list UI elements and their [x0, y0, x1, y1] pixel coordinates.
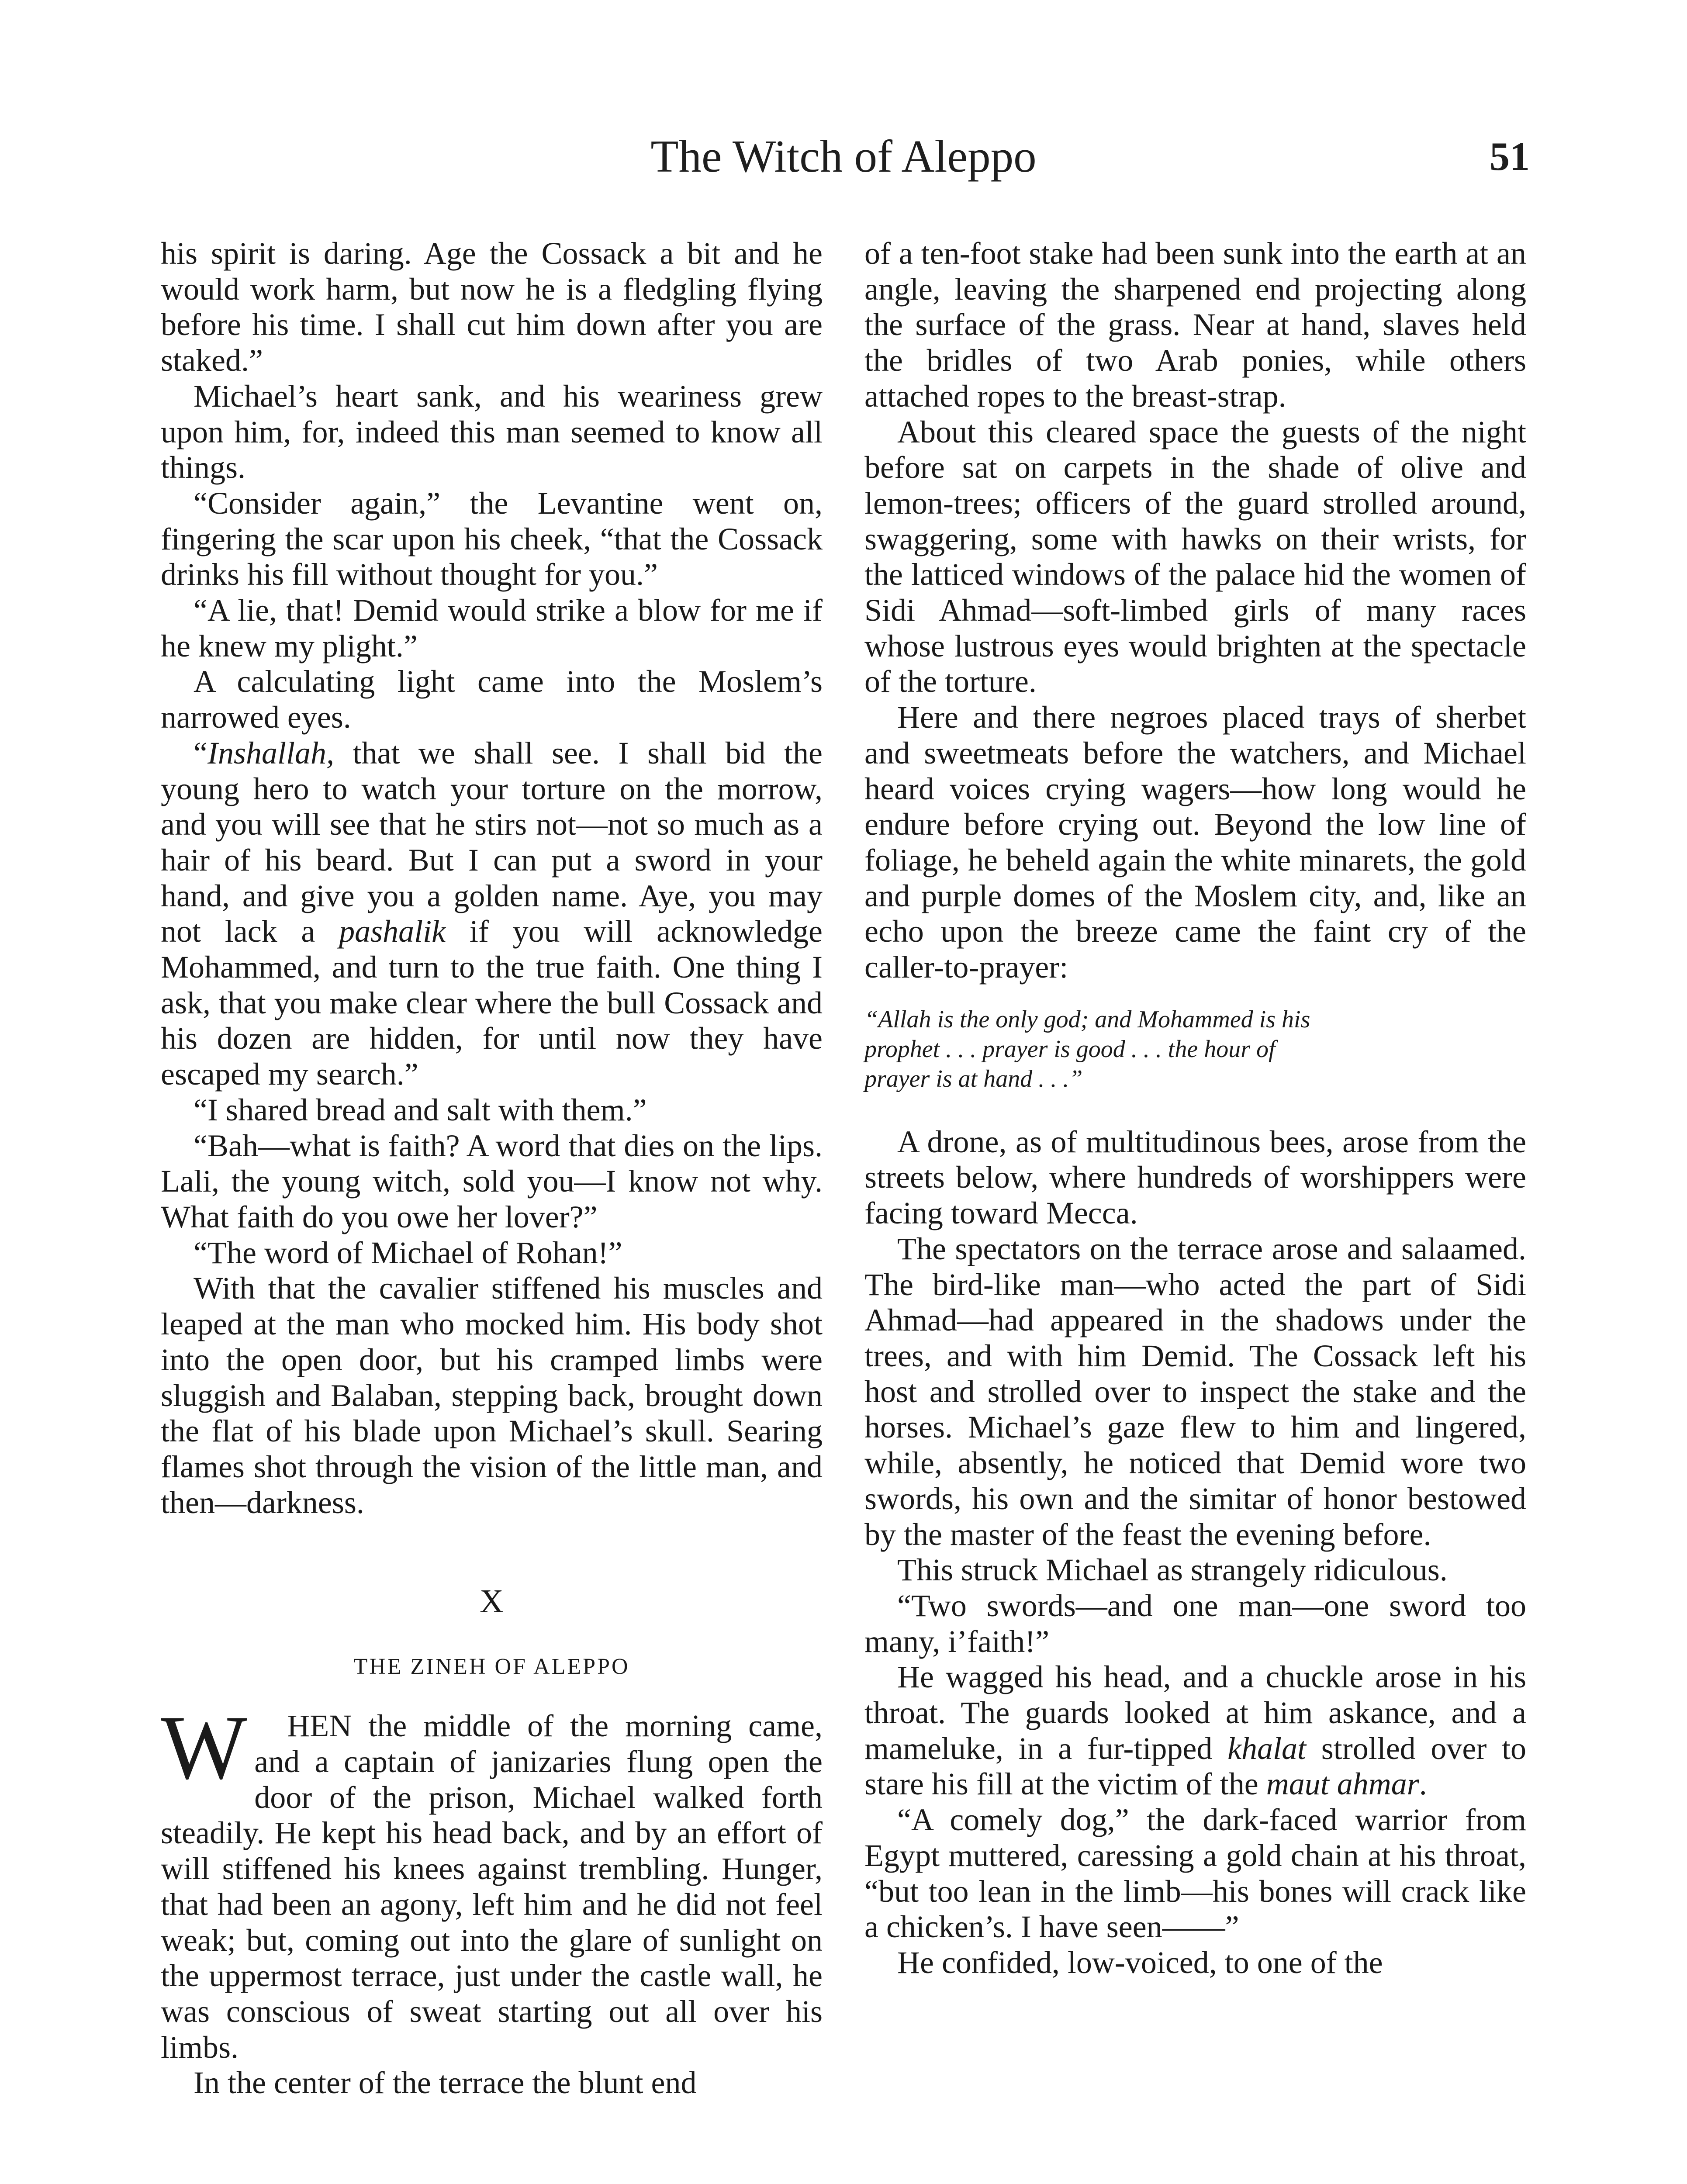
page-number: 51 — [1490, 134, 1530, 179]
right-column — [864, 236, 1526, 1981]
paragraph: his spirit is daring. Age the Cossack a bit and he would work harm, but now he is a fledgling flying before his time. I shall cut him down after you are staked.” — [161, 236, 823, 378]
paragraph: “Bah—what is faith? A word that dies on the lips. Lali, the young witch, sold you—I know not why. What faith do you owe her lover?” — [161, 1128, 823, 1234]
running-title: The Witch of Aleppo — [650, 131, 1037, 182]
paragraph-text: . — [1419, 1766, 1427, 1802]
verse-line: “Allah is the only god; and Mohammed is his — [864, 1006, 1310, 1033]
paragraph-text: He wagged his head, and a chuckle arose in his throat. The guards looked at him askance, and a mameluke, in a fur-tipped — [864, 1659, 1526, 1766]
paragraph-text: strolled over to stare his fill at the victim of the — [864, 1731, 1527, 1802]
italic-word: pashalik — [339, 914, 446, 949]
paragraph: Michael’s heart sank, and his weariness grew upon him, for, indeed this man seemed to know all things. — [161, 378, 823, 485]
paragraph: A drone, as of multitudinous bees, arose from the streets below, where hundreds of worshippers were facing toward Mecca. — [864, 1124, 1526, 1231]
italic-word: khalat — [1227, 1731, 1307, 1766]
paragraph: Here and there negroes placed trays of sherbet and sweetmeats before the watchers, and Michael heard voices crying wagers—how long would he endure before crying out. Beyond the low line of foliage, he beheld again the white minarets, the gold and purple domes of the Moslem city, and, like an echo upon the breeze came the faint cry of the caller-to-prayer: — [864, 700, 1526, 985]
chapter-title: THE ZINEH OF ALEPPO — [353, 1654, 630, 1679]
paragraph-text: if you will acknowledge Mohammed, and turn to the true faith. One thing I ask, that you make clear where the bull Cossack and his dozen are hidden, for until now they have escaped my search.” — [161, 914, 823, 1092]
italic-word: Inshallah, — [207, 735, 334, 771]
paragraph-text: that we shall see. I shall bid the young hero to watch your torture on the morrow, and you will see that he stirs not—not so much as a hair of his beard. But I can put a sword in your hand, and give you a golden name. Aye, you may not lack a — [161, 735, 823, 949]
drop-cap: W — [161, 1697, 248, 1799]
paragraph: In the center of the terrace the blunt end — [194, 2065, 697, 2101]
paragraph: “I shared bread and salt with them.” — [194, 1092, 647, 1127]
paragraph-text: HEN the middle of the morning came, and a captain of janizaries flung open the door of the prison, Michael walked forth steadily. He kept his head back, and by an effort of will stiffened his knees against trembling. Hunger, that had been an agony, left him and he did not feel weak; but, coming out into the glare of sunlight on the uppermost terrace, just under the castle wall, he was conscious of sweat starting out all over his limbs. — [161, 1708, 823, 2065]
verse-line: prayer is at hand . . .” — [864, 1065, 1083, 1092]
paragraph: “Two swords—and one man—one sword too many, i’faith!” — [864, 1588, 1526, 1659]
verse-line: prophet . . . prayer is good . . . the hour of — [864, 1035, 1276, 1063]
paragraph: The spectators on the terrace arose and salaamed. The bird-like man—who acted the part of Sidi Ahmad—had appeared in the shadows under the trees, and with him Demid. The Cossack left his host and strolled over to inspect the stake and the horses. Michael’s gaze flew to him and lingered, while, absently, he noticed that Demid wore two swords, his own and the simitar of honor bestowed by the master of the feast the evening before. — [864, 1231, 1526, 1552]
paragraph: “A comely dog,” the dark-faced warrior from Egypt muttered, caressing a gold chain at his throat, “but too lean in the limb—his bones will crack like a chicken’s. I have seen——” — [864, 1802, 1526, 1945]
paragraph — [864, 1659, 1526, 1802]
paragraph: “The word of Michael of Rohan!” — [194, 1235, 622, 1270]
paragraph: “Inshallah, that we shall see. I shall bid the young hero to watch your torture on the morrow, and you will see that he stirs not—not so much as a hair of his beard. But I can put a sword in your hand, and give you a golden name. Aye, you may not lack a pashalik if you will acknowledge Mohammed, and turn to the true faith. One thing I ask, that you make clear where the bull Cossack and his dozen are hidden, for until now they have escaped my search.” — [161, 735, 823, 1092]
paragraph: He confided, low-voiced, to one of the — [897, 1945, 1383, 1980]
paragraph: “Consider again,” the Levantine went on, fingering the scar upon his cheek, “that the Cossack drinks his fill without thought for you.” — [161, 485, 823, 592]
chapter-number: X — [480, 1583, 504, 1620]
left-column — [161, 236, 823, 2101]
paragraph: This struck Michael as strangely ridiculous. — [897, 1552, 1448, 1588]
italic-word: maut ahmar — [1266, 1766, 1419, 1802]
paragraph: A calculating light came into the Moslem’s narrowed eyes. — [161, 664, 823, 735]
prayer-verse — [864, 1005, 1526, 1094]
paragraph: “A lie, that! Demid would strike a blow for me if he knew my plight.” — [161, 593, 823, 663]
paragraph — [161, 1697, 823, 2065]
paragraph: About this cleared space the guests of the night before sat on carpets in the shade of olive and lemon-trees; officers of the guard strolled around, swaggering, some with hawks on their wrists, for the latticed windows of the palace hid the women of Sidi Ahmad—soft-limbed girls of many races whose lustrous eyes would brighten at the spectacle of the torture. — [864, 414, 1526, 699]
paragraph: With that the cavalier stiffened his muscles and leaped at the man who mocked him. His body shot into the open door, but his cramped limbs were sluggish and Balaban, stepping back, brought down the flat of his blade upon Michael’s skull. Searing flames shot through the vision of the little man, and then—darkness. — [161, 1271, 823, 1520]
paragraph: of a ten-foot stake had been sunk into the earth at an angle, leaving the sharpened end projecting along the surface of the grass. Near at hand, slaves held the bridles of two Arab ponies, while others attached ropes to the breast-strap. — [864, 236, 1526, 414]
